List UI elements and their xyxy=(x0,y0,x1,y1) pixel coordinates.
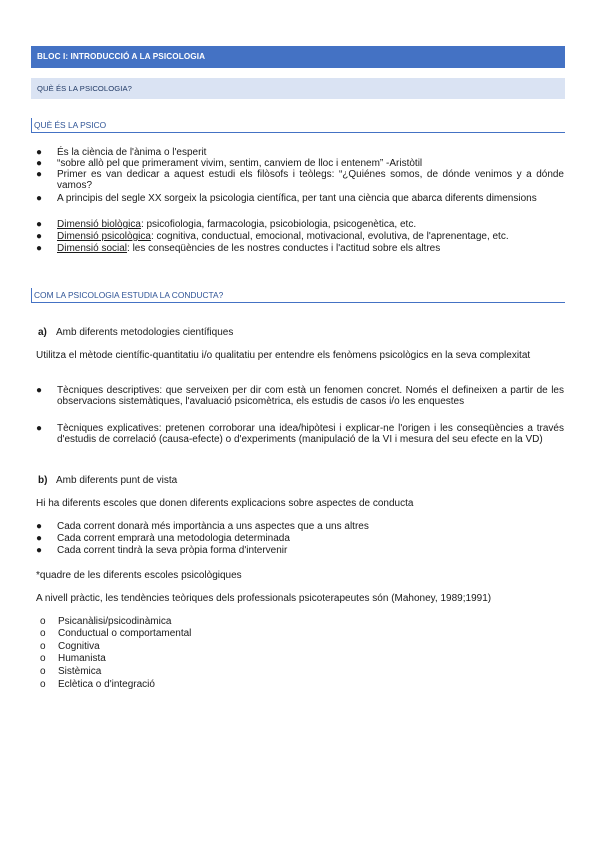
circle-bullet-icon: o xyxy=(40,679,46,690)
section2-heading-text: COM LA PSICOLOGIA ESTUDIA LA CONDUCTA? xyxy=(34,290,224,300)
list-item: o Eclètica o d'integració xyxy=(40,679,155,690)
bloc-title-bar xyxy=(31,46,565,68)
list-item: ● Tècniques descriptives: que serveixen per dir com està un fenomen concret. Només el defineixen a partir de les observacions sistemàtiques, l'avaluació psicomètrica, els estudis de casos i/o les enquestes xyxy=(36,385,564,407)
note: *quadre de les diferents escoles psicològiques xyxy=(36,570,242,581)
circle-bullet-icon: o xyxy=(40,653,46,664)
subsection-a-title: Amb diferents metodologies científiques xyxy=(56,327,234,338)
list-item: ● Cada corrent emprarà una metodologia determinada xyxy=(36,533,290,544)
bullet-icon: ● xyxy=(36,193,43,204)
list-item: ● És la ciència de l'ànima o l'esperit xyxy=(36,147,207,158)
list-item: o Humanista xyxy=(40,653,106,664)
bullet-icon: ● xyxy=(36,243,43,254)
subtitle-bar xyxy=(31,78,565,99)
subsection-a xyxy=(38,327,566,338)
bullet-icon: ● xyxy=(36,147,43,158)
dimension-label: Dimensió psicològica xyxy=(57,231,151,242)
circle-bullet-icon: o xyxy=(40,616,46,627)
paragraph: Utilitza el mètode científic-quantitatiu i/o qualitatiu per entendre els fenòmens psicològics en la seva complexitat xyxy=(36,350,531,361)
paragraph: A nivell pràctic, les tendències teòriques dels professionals psicoterapeutes són (Mahoney, 1989;1991) xyxy=(36,593,492,604)
bullet-icon: ● xyxy=(36,169,43,180)
list-item: ● Cada corrent tindrà la seva pròpia forma d'intervenir xyxy=(36,545,288,556)
bullet-icon: ● xyxy=(36,545,43,556)
section2-heading xyxy=(31,288,565,303)
list-item: o Cognitiva xyxy=(40,641,100,652)
list-item: o Conductual o comportamental xyxy=(40,628,192,639)
subsection-b xyxy=(38,475,566,486)
list-item: ● Primer es van dedicar a aquest estudi els filòsofs i teòlegs: “¿Quiénes somos, de dónde venimos y a dónde vamos? xyxy=(36,169,564,191)
circle-bullet-icon: o xyxy=(40,641,46,652)
bullet-icon: ● xyxy=(36,219,43,230)
list-item: ● A principis del segle XX sorgeix la psicologia científica, per tant una ciència que abarca diferents dimensions xyxy=(36,193,537,204)
dimension-label: Dimensió social xyxy=(57,243,128,254)
bullet-icon: ● xyxy=(36,158,43,169)
subsection-b-title: Amb diferents punt de vista xyxy=(56,475,178,486)
bullet-icon: ● xyxy=(36,533,43,544)
list-item: o Psicanàlisi/psicodinàmica xyxy=(40,616,172,627)
section1-heading-text: QUÈ ÉS LA PSICO xyxy=(34,120,107,130)
list-item: ● Dimensió biològica: psicofiologia, farmacologia, psicobiologia, psicogenètica, etc. xyxy=(36,219,417,230)
bloc-title: BLOC I: INTRODUCCIÓ A LA PSICOLOGIA xyxy=(37,52,206,61)
bullet-icon: ● xyxy=(36,423,43,434)
paragraph: Hi ha diferents escoles que donen diferents explicacions sobre aspectes de conducta xyxy=(36,498,414,509)
dimension-label: Dimensió biològica xyxy=(57,219,141,230)
circle-bullet-icon: o xyxy=(40,628,46,639)
list-item: ● “sobre allò pel que primerament vivim, sentim, canviem de lloc i entenem” -Aristòtil xyxy=(36,158,423,169)
section1-heading xyxy=(31,118,565,133)
subtitle: QUÈ ÉS LA PSICOLOGIA? xyxy=(37,84,132,93)
bullet-icon: ● xyxy=(36,385,43,396)
list-item: ● Dimensió social: les conseqüències de les nostres conductes i l'actitud sobre els altres xyxy=(36,243,441,254)
subsection-a-label: a) xyxy=(38,327,47,338)
bullet-icon: ● xyxy=(36,231,43,242)
list-item: o Sistèmica xyxy=(40,666,102,677)
list-item: ● Dimensió psicològica: cognitiva, conductual, emocional, motivacional, evolutiva, de l'aprenentage, etc. xyxy=(36,231,509,242)
bullet-icon: ● xyxy=(36,521,43,532)
circle-bullet-icon: o xyxy=(40,666,46,677)
list-item: ● Cada corrent donarà més importància a uns aspectes que a uns altres xyxy=(36,521,369,532)
subsection-b-label: b) xyxy=(38,475,48,486)
list-item: ● Tècniques explicatives: pretenen corroborar una idea/hipòtesi i explicar-ne l'origen i les conseqüències a través d'estudis de correlació (causa-efecte) o d'experiments (manipulació de la VI i mesura del seu efecte en la VD) xyxy=(36,423,564,445)
